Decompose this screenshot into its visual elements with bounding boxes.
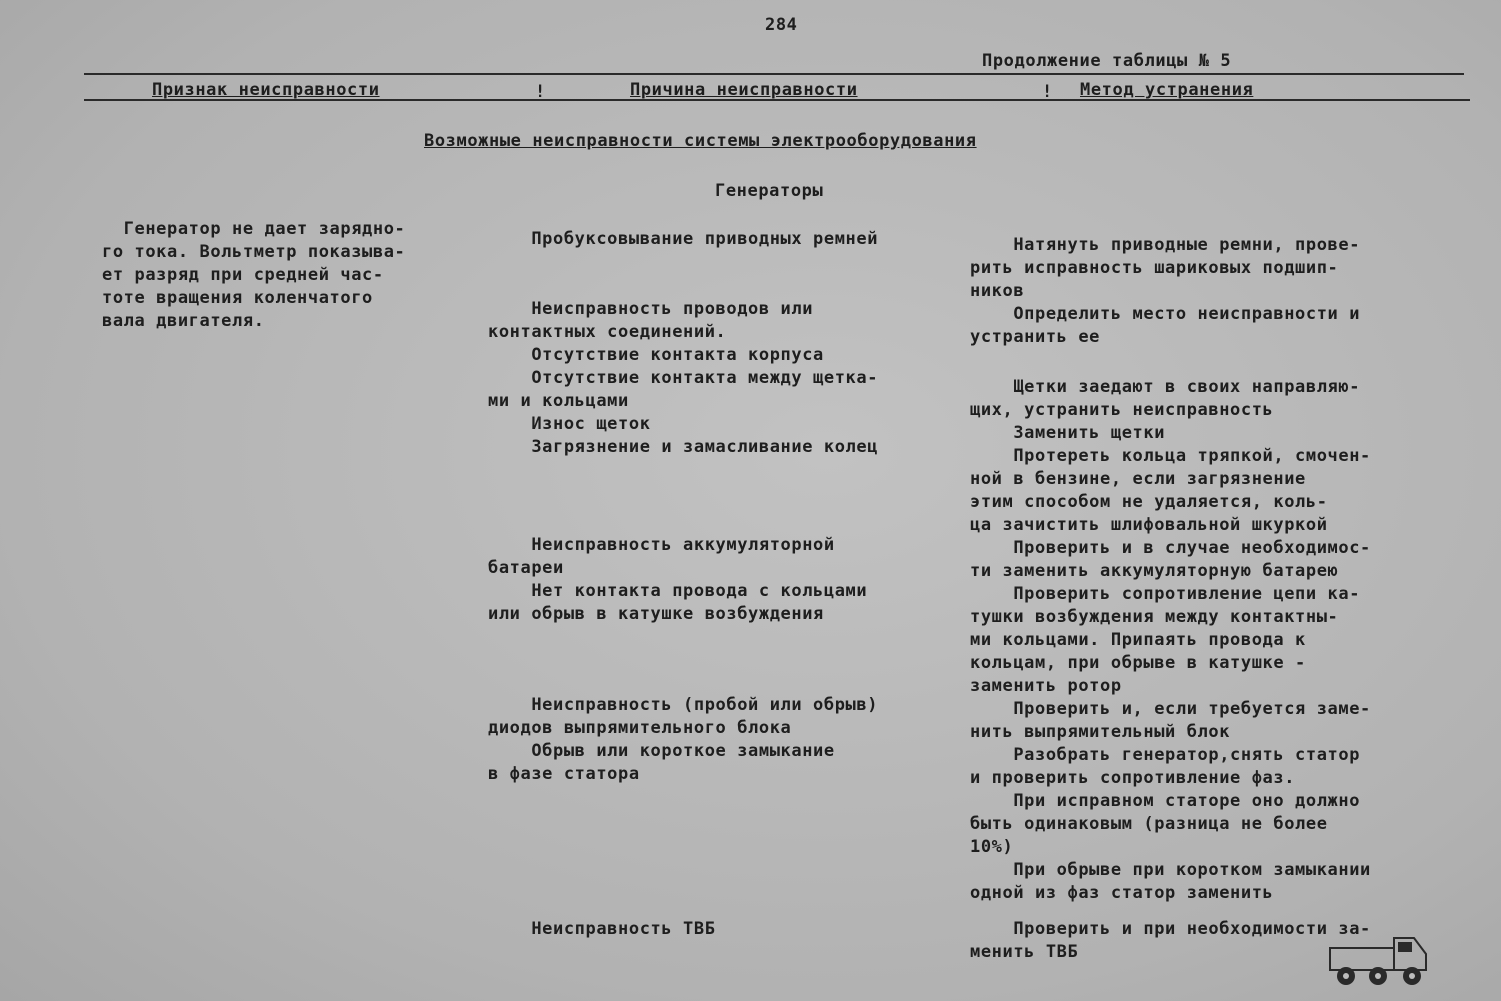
header-symptom: Признак неисправности <box>152 80 380 100</box>
header-separator: ! <box>535 82 546 102</box>
cause-entry: Неисправность проводов или контактных соединений. Отсутствие контакта корпуса Отсутствие контакта между щетка- ми и кольцами Износ щеток Загрязнение и замасливание колец <box>488 299 879 457</box>
cause-entry: Пробуксовывание приводных ремней <box>488 229 879 249</box>
header-cause: Причина неисправности <box>630 80 858 100</box>
fix-column <box>970 234 1371 962</box>
cause-column <box>488 228 879 939</box>
table-continuation-label: Продолжение таблицы № 5 <box>982 51 1232 71</box>
page-number: 284 <box>765 15 798 35</box>
symptom-cell: Генератор не дает зарядно- го тока. Вольтметр показыва- ет разряд при средней час- тоте вращения коленчатого вала двигателя. <box>102 219 406 331</box>
header-fix: Метод устранения <box>1080 80 1254 100</box>
truck-logo-icon <box>1322 918 1432 993</box>
cause-entry: Неисправность аккумуляторной батареи Нет контакта провода с кольцами или обрыв в катушке возбуждения <box>488 535 868 624</box>
cause-entry: Неисправность ТВБ <box>488 919 716 939</box>
section-title: Возможные неисправности системы электрооборудования <box>424 131 977 151</box>
fix-entry: Натянуть приводные ремни, прове- рить исправность шариковых подшип- ников Определить место неисправности и устранить ее <box>970 235 1361 347</box>
fix-entry: Проверить и при необходимости за- менить ТВБ <box>970 919 1371 962</box>
header-top-rule <box>84 73 1464 75</box>
cause-entry: Неисправность (пробой или обрыв) диодов выпрямительного блока Обрыв или короткое замыкание в фазе статора <box>488 695 879 784</box>
subsection-title: Генераторы <box>715 181 824 201</box>
header-bottom-rule <box>84 99 1470 101</box>
header-separator: ! <box>1042 82 1053 102</box>
fix-entry: Щетки заедают в своих направляю- щих, устранить неисправность Заменить щетки Протереть кольца тряпкой, смочен- ной в бензине, если загрязнение этим способом не удаляется, коль- ца зачистить шлифовальной шкуркой Проверить и в случае необходимос- ти заменить аккумуляторную батарею Проверить сопротивление цепи ка- тушки возбуждения между контактны- ми кольцами. Припаять провода к кольцам, при обрыве в катушке - заменить ротор Проверить и, если требуется заме- нить выпрямительный блок Разобрать генератор,снять статор и проверить сопротивление фаз. При исправном статоре оно должно быть одинаковым (разница не более 10%) При обрыве при коротком замыкании одной из фаз статор заменить <box>970 377 1371 903</box>
